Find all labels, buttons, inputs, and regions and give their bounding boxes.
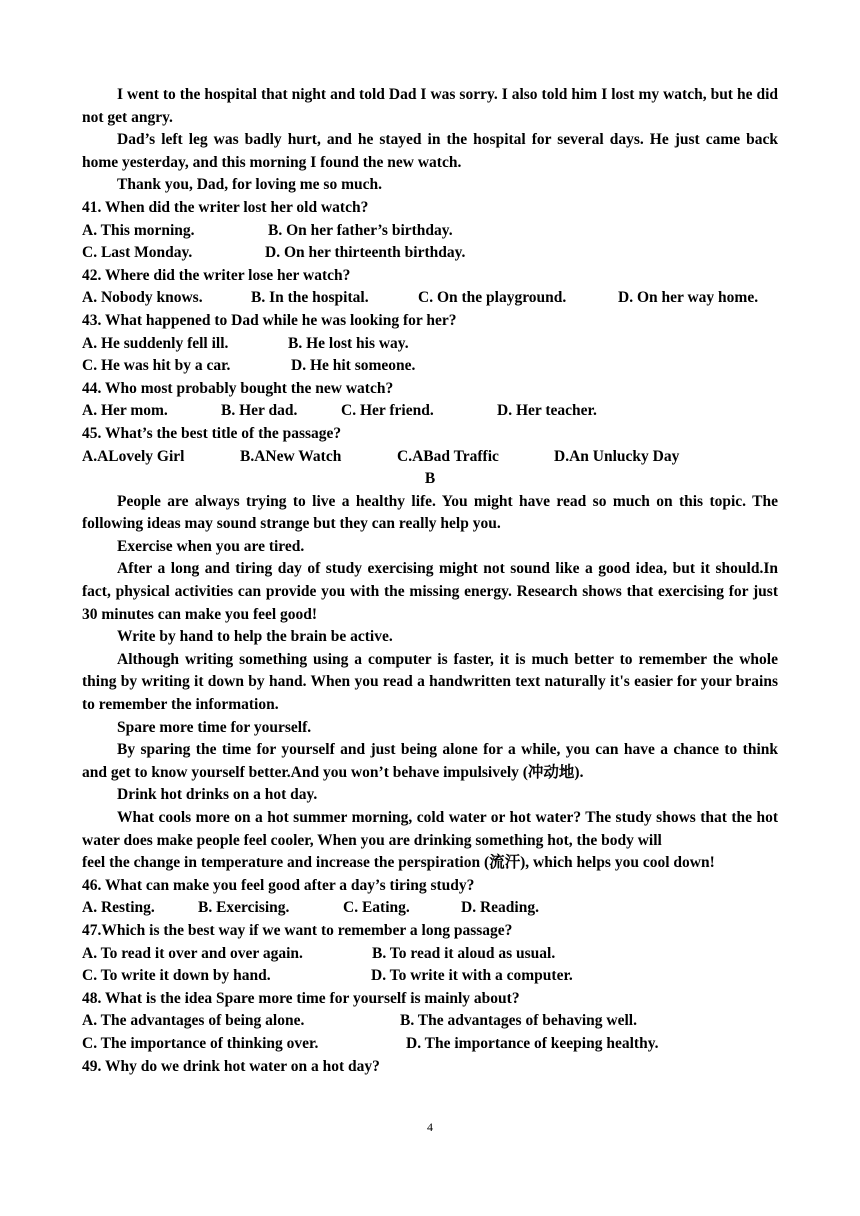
question-49: 49. Why do we drink hot water on a hot day?	[82, 1057, 380, 1075]
q48-option-b: B. The advantages of behaving well.	[400, 1012, 637, 1030]
q47-option-c: C. To write it down by hand.	[82, 967, 271, 985]
q41-options-row2	[82, 242, 778, 265]
q45-option-d: D.An Unlucky Day	[554, 447, 680, 465]
q47-option-a: A. To read it over and over again.	[82, 944, 303, 962]
q47-options-row2	[82, 965, 778, 988]
q43-option-a: A. He suddenly fell ill.	[82, 334, 229, 352]
q41-option-a: A. This morning.	[82, 221, 195, 239]
question-47: 47.Which is the best way if we want to remember a long passage?	[82, 921, 513, 939]
q43-option-b: B. He lost his way.	[288, 334, 409, 352]
question-45: 45. What’s the best title of the passage?	[82, 424, 342, 442]
q48-option-a: A. The advantages of being alone.	[82, 1012, 305, 1030]
q42-options	[82, 287, 778, 310]
question-42: 42. Where did the writer lose her watch?	[82, 266, 351, 284]
q41-option-b: B. On her father’s birthday.	[268, 221, 453, 239]
passage-subheading: Write by hand to help the brain be active.	[117, 628, 393, 646]
q43-options-row1	[82, 333, 778, 356]
q48-options-row1	[82, 1010, 778, 1033]
passage-paragraph: By sparing the time for yourself and just being alone for a while, you can have a chance to think and get to know yourself better.And you won’t behave impulsively (冲动地).	[82, 741, 778, 781]
q47-options-row1	[82, 943, 778, 966]
q44-options	[82, 400, 778, 423]
section-heading-b: B	[424, 470, 436, 488]
q42-option-c: C. On the playground.	[418, 289, 567, 307]
q45-option-c: C.ABad Traffic	[397, 447, 499, 465]
q46-option-a: A. Resting.	[82, 899, 155, 917]
passage-paragraph-continued: feel the change in temperature and increase the perspiration (流汗), which helps you cool down!	[82, 854, 715, 872]
question-43: 43. What happened to Dad while he was looking for her?	[82, 311, 457, 329]
q48-option-d: D. The importance of keeping healthy.	[406, 1034, 659, 1052]
document-page	[82, 84, 778, 1078]
q47-option-b: B. To read it aloud as usual.	[372, 944, 556, 962]
q47-option-d: D. To write it with a computer.	[371, 967, 573, 985]
q46-option-c: C. Eating.	[343, 899, 410, 917]
passage-subheading: Exercise when you are tired.	[117, 537, 305, 555]
q45-option-b: B.ANew Watch	[240, 447, 342, 465]
q41-options-row1	[82, 220, 778, 243]
page-number: 4	[427, 1120, 433, 1134]
passage-paragraph: People are always trying to live a healthy life. You might have read so much on this topic. The following ideas may sound strange but they can really help you.	[82, 492, 778, 533]
q45-options	[82, 446, 778, 469]
passage-paragraph: Although writing something using a computer is faster, it is much better to remember the whole thing by writing it down by hand. When you read a handwritten text naturally it's easier for your brains to remember the information.	[82, 650, 778, 714]
story-paragraph: Dad’s left leg was badly hurt, and he stayed in the hospital for several days. He just came back home yesterday, and this morning I found the new watch.	[82, 131, 778, 171]
q42-option-b: B. In the hospital.	[251, 289, 369, 307]
question-48: 48. What is the idea Spare more time for yourself is mainly about?	[82, 989, 520, 1007]
question-41: 41. When did the writer lost her old watch?	[82, 198, 369, 216]
q46-options	[82, 897, 778, 920]
passage-subheading: Drink hot drinks on a hot day.	[117, 786, 318, 804]
q43-option-c: C. He was hit by a car.	[82, 357, 231, 375]
q48-options-row2	[82, 1033, 778, 1056]
q41-option-c: C. Last Monday.	[82, 244, 193, 262]
q41-option-d: D. On her thirteenth birthday.	[265, 244, 466, 262]
story-paragraph: Thank you, Dad, for loving me so much.	[117, 176, 382, 194]
q44-option-c: C. Her friend.	[341, 402, 434, 420]
q42-option-d: D. On her way home.	[618, 289, 759, 307]
q45-option-a: A.ALovely Girl	[82, 447, 185, 465]
q46-option-d: D. Reading.	[461, 899, 539, 917]
question-46: 46. What can make you feel good after a day’s tiring study?	[82, 876, 475, 894]
passage-paragraph: After a long and tiring day of study exercising might not sound like a good idea, but it should.In fact, physical activities can provide you with the missing energy. Research shows that exercising for just 30 minutes can make you feel good!	[82, 560, 778, 623]
story-paragraph: I went to the hospital that night and told Dad I was sorry. I also told him I lost my watch, but he did not get angry.	[82, 86, 778, 126]
passage-subheading: Spare more time for yourself.	[117, 718, 312, 736]
q42-option-a: A. Nobody knows.	[82, 289, 203, 307]
q44-option-a: A. Her mom.	[82, 402, 168, 420]
passage-paragraph: What cools more on a hot summer morning, cold water or hot water? The study shows that the hot water does make people feel cooler, When you are drinking something hot, the body will	[82, 809, 778, 849]
q43-option-d: D. He hit someone.	[291, 357, 416, 375]
q44-option-b: B. Her dad.	[221, 402, 298, 420]
q46-option-b: B. Exercising.	[198, 899, 290, 917]
q43-options-row2	[82, 355, 778, 378]
q44-option-d: D. Her teacher.	[497, 402, 597, 420]
question-44: 44. Who most probably bought the new watch?	[82, 379, 394, 397]
q48-option-c: C. The importance of thinking over.	[82, 1034, 319, 1052]
